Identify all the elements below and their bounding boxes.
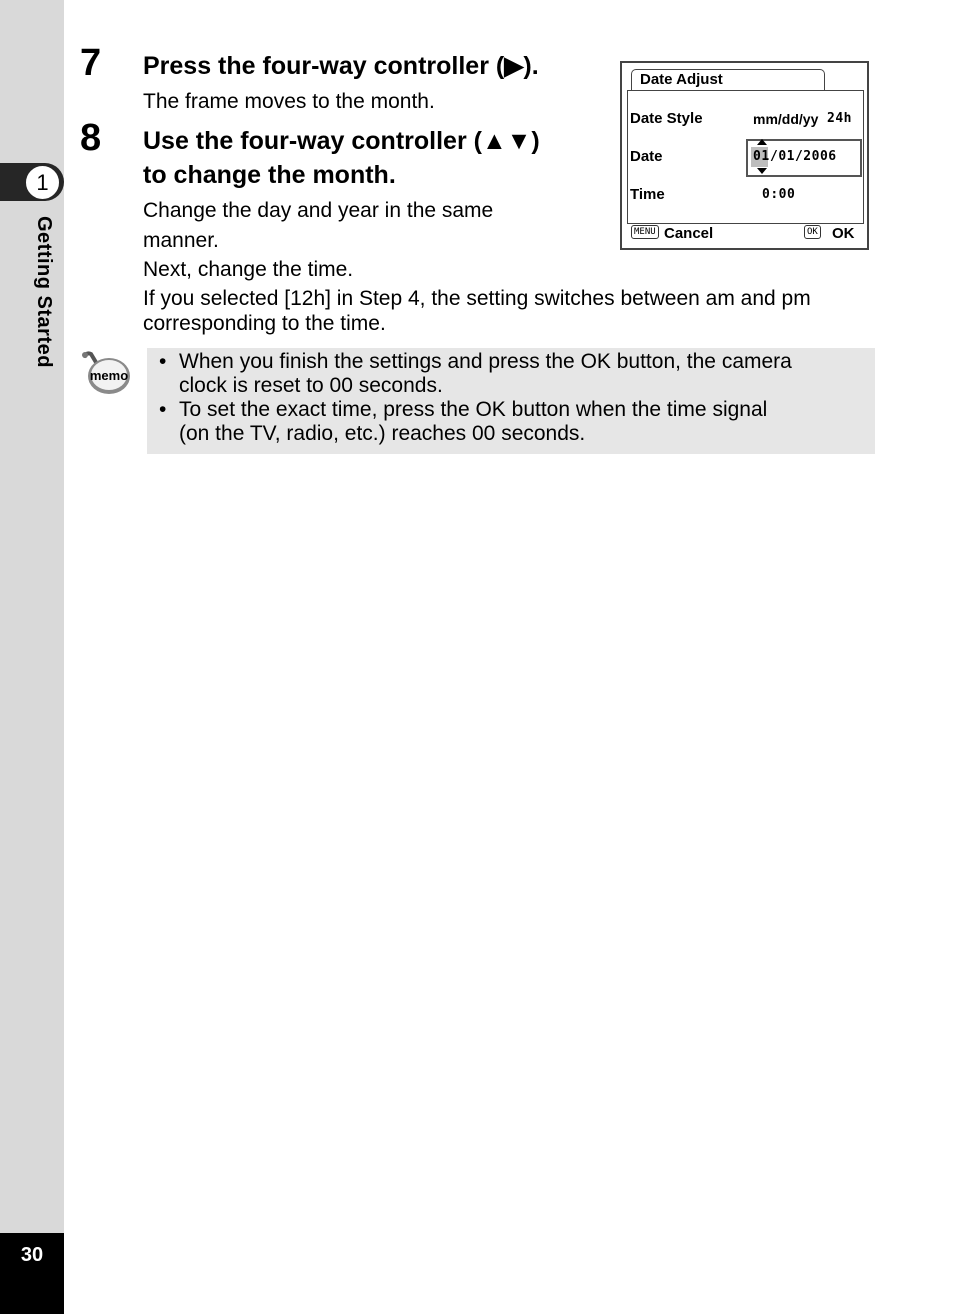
hour-format-value: 24h xyxy=(827,111,852,126)
svg-text:memo: memo xyxy=(89,368,129,383)
time-label: Time xyxy=(630,186,665,203)
chapter-title: Getting Started xyxy=(33,216,55,368)
date-month-value: 01 xyxy=(753,149,770,164)
step-8-body-line1: Change the day and year in the same xyxy=(143,199,494,222)
step-8-body-line3: Next, change the time. xyxy=(143,258,354,281)
date-label: Date xyxy=(630,148,663,165)
date-style-value: mm/dd/yy xyxy=(753,111,819,127)
cancel-label: Cancel xyxy=(664,225,714,242)
time-value: 0:00 xyxy=(762,187,796,202)
ok-key-icon: OK xyxy=(804,225,821,239)
up-arrow-icon xyxy=(757,139,767,145)
page-number: 30 xyxy=(20,1244,44,1266)
date-style-label: Date Style xyxy=(630,110,703,127)
bullet: • xyxy=(159,350,167,373)
memo-icon xyxy=(81,350,131,396)
step-8-number: 8 xyxy=(80,117,102,159)
memo-item-1-line2: clock is reset to 00 seconds. xyxy=(179,374,443,397)
memo-item-1 xyxy=(159,350,869,398)
date-rest-value: /01/2006 xyxy=(770,149,837,164)
date-adjust-screen xyxy=(620,61,869,250)
step-7-title: Press the four-way controller (▶). xyxy=(143,52,539,80)
step-8-body-line4: If you selected [12h] in Step 4, the setting switches between am and pm xyxy=(143,287,811,310)
down-arrow-icon xyxy=(757,168,767,174)
step-7-number: 7 xyxy=(80,42,102,84)
chapter-number: 1 xyxy=(24,164,61,201)
memo-item-2 xyxy=(159,398,869,446)
ok-label: OK xyxy=(832,225,855,242)
step-8-title-line2: to change the month. xyxy=(143,161,396,189)
bullet: • xyxy=(159,398,167,421)
step-8-title-line1: Use the four-way controller (▲▼) xyxy=(143,127,540,155)
memo-item-2-line2: (on the TV, radio, etc.) reaches 00 seconds. xyxy=(179,422,586,445)
memo-item-2-line1: To set the exact time, press the OK button when the time signal xyxy=(179,398,768,421)
step-8-body-line5: corresponding to the time. xyxy=(143,312,386,335)
memo-box xyxy=(147,348,875,454)
menu-key-icon: MENU xyxy=(631,225,659,239)
step-7-body: The frame moves to the month. xyxy=(143,90,435,113)
step-8-body-line2: manner. xyxy=(143,229,219,252)
memo-item-1-line1: When you finish the settings and press the OK button, the camera xyxy=(179,350,792,373)
screen-tab-title: Date Adjust xyxy=(631,69,825,91)
